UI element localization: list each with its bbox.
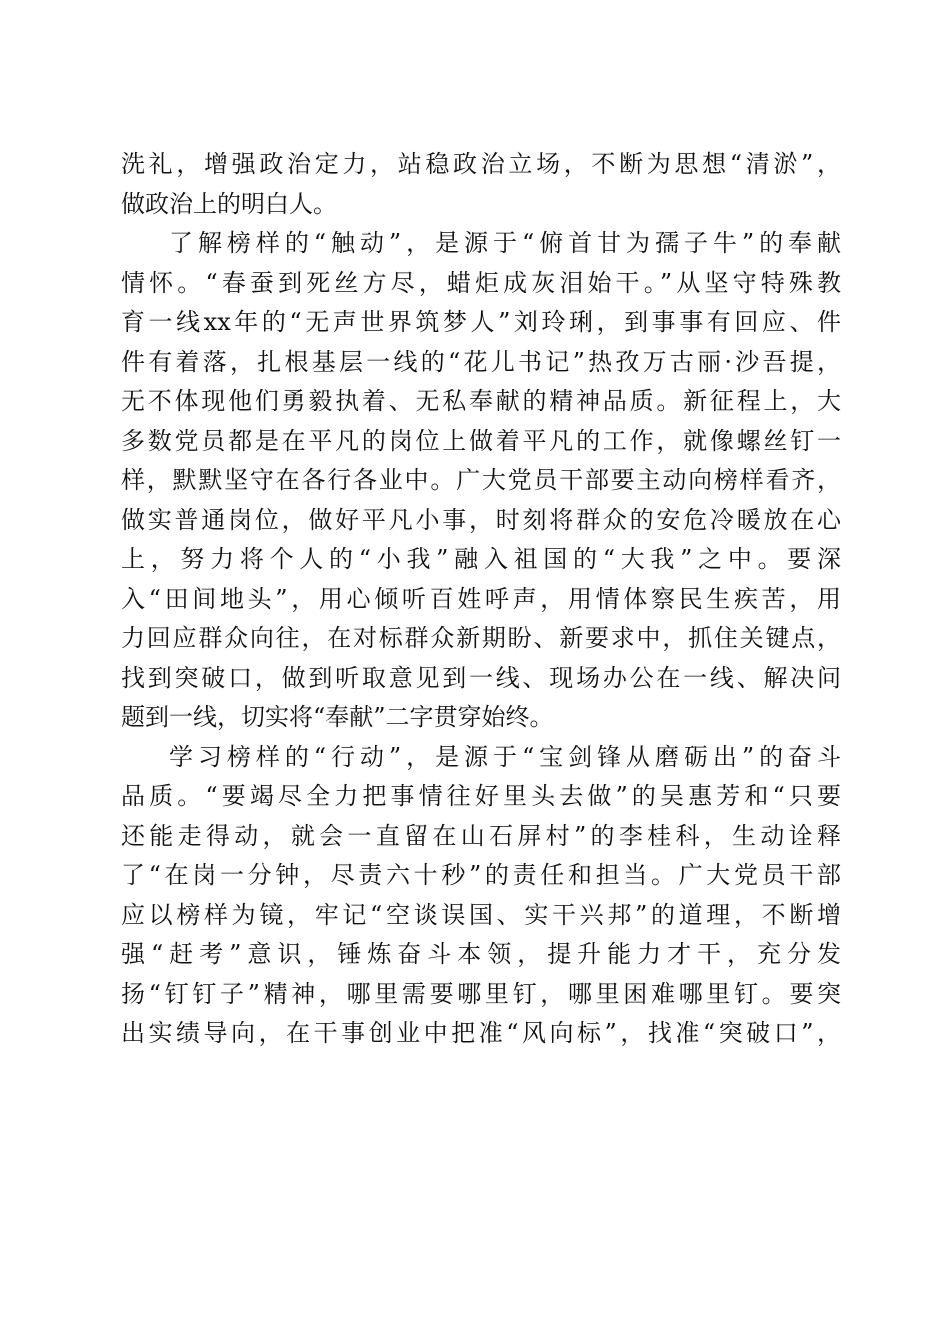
text-line: 洗礼，增强政治定力，站稳政治立场，不断为思想“清淤”， (121, 150, 841, 178)
paragraph-3 (121, 738, 841, 1054)
text-line: 了解榜样的“触动”，是源于“俯首甘为孺子牛”的奉献 (169, 229, 841, 257)
text-line: 力回应群众向往，在对标群众新期盼、新要求中，抓住关键点， (121, 624, 841, 652)
text-line: 件有着落，扎根基层一线的“花儿书记”热孜万古丽·沙吾提， (121, 347, 841, 376)
paragraph-1 (121, 145, 841, 224)
text-line: 强“赶考”意识，锤炼奋斗本领，提升能力才干，充分发 (121, 940, 841, 968)
text-line: 情怀。“春蚕到死丝方尽，蜡炬成灰泪始干。”从坚守特殊教 (121, 268, 841, 297)
text-line: 做实普通岗位，做好平凡小事，时刻将群众的安危冷暖放在心 (121, 505, 841, 534)
text-line: 学习榜样的“行动”，是源于“宝剑锋从磨砺出”的奋斗 (169, 742, 841, 771)
text-line: 育一线xx年的“无声世界筑梦人”刘玲琍，到事事有回应、件 (121, 308, 841, 336)
text-line: 了“在岗一分钟，尽责六十秒”的责任和担当。广大党员干部 (121, 861, 841, 889)
text-line: 扬“钉钉子”精神，哪里需要哪里钉，哪里困难哪里钉。要突 (121, 979, 841, 1008)
text-line: 无不体现他们勇毅执着、无私奉献的精神品质。新征程上，大 (121, 387, 841, 415)
text-line: 找到突破口，做到听取意见到一线、现场办公在一线、解决问 (121, 663, 841, 692)
text-line: 还能走得动，就会一直留在山石屏村”的李桂科，生动诠释 (121, 821, 841, 850)
text-line: 题到一线，切实将“奉献”二字贯穿始终。 (121, 703, 554, 731)
text-line: 多数党员都是在平凡的岗位上做着平凡的工作，就像螺丝钉一 (121, 426, 841, 455)
text-line: 品质。“要竭尽全力把事情往好里头去做”的吴惠芳和“只要 (121, 782, 841, 810)
text-line: 上，努力将个人的“小我”融入祖国的“大我”之中。要深 (121, 545, 841, 573)
text-line: 应以榜样为镜，牢记“空谈误国、实干兴邦”的道理，不断增 (121, 900, 841, 929)
text-line: 出实绩导向，在干事创业中把准“风向标”，找准“突破口”， (121, 1019, 841, 1047)
paragraph-2 (121, 224, 841, 738)
text-line: 做政治上的明白人。 (121, 189, 337, 218)
text-line: 样，默默坚守在各行各业中。广大党员干部要主动向榜样看齐， (121, 466, 841, 494)
text-line: 入“田间地头”，用心倾听百姓呼声，用情体察民生疾苦，用 (121, 584, 841, 613)
body-text (121, 145, 841, 1054)
